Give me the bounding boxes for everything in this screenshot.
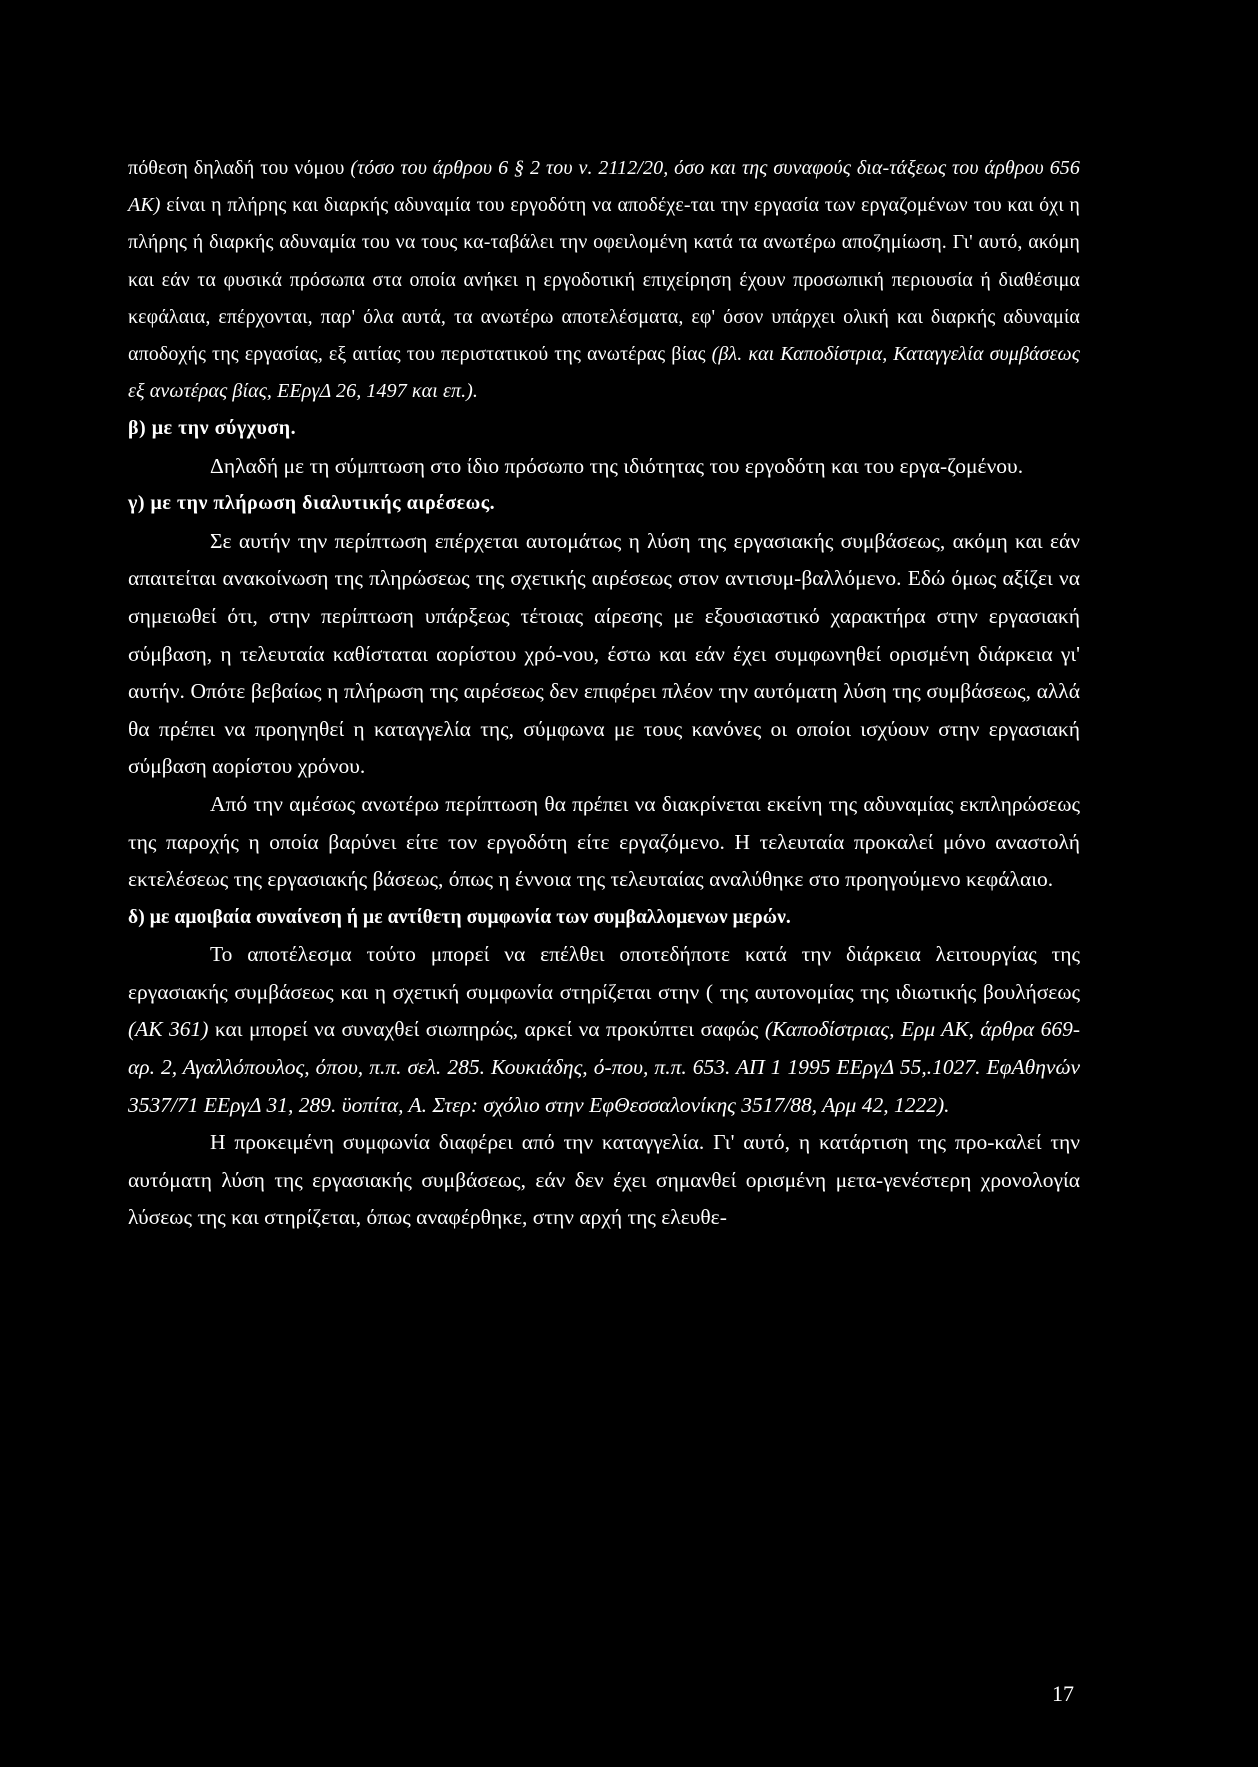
paragraph-impossibility: Από την αμέσως ανωτέρω περίπτωση θα πρέπει να διακρίνεται εκείνη της αδυναμίας εκπληρώσεως της παροχής η οποία βαρύνει είτε τον εργοδότη είτε εργαζόμενο. Η τελευταία προκαλεί μόνο αναστολή εκτελέσεως της εργασιακής βάσεως, όπως η έννοια της τελευταίας αναλύθηκε στο προηγούμενο κεφάλαιο. (128, 791, 1080, 892)
citation-italic: (βλ. και Καποδίστρια, Καταγγελία συμβάσεως εξ ανωτέρας βίας, ΕΕργΔ 26, 1497 και επ.). (128, 343, 1080, 403)
paragraph-mutual-consent (128, 936, 1080, 1124)
citation-italic: (τόσο του άρθρου 6 § 2 του ν. 2112/20, όσο και της συναφούς δια-τάξεως του άρθρου 656 ΑΚ) (128, 157, 1081, 217)
paragraph-text: Το αποτέλεσμα τούτο μπορεί να επέλθει οποτεδήποτε κατά την διάρκεια λειτουργίας της εργασιακής συμβάσεως και η σχετική συμφωνία στηρίζεται στην ( της αυτονομίας της ιδιωτικής βουλήσεως (128, 942, 1080, 1004)
heading-mutual-consent: δ) με αμοιβαία συναίνεση ή με αντίθετη συμφωνία των συμβαλλομενων μερών. (128, 906, 791, 928)
paragraph-force-majeure (128, 150, 1080, 410)
paragraph-agreement-vs-termination: Η προκειμένη συμφωνία διαφέρει από την καταγγελία. Γι' αυτό, η κατάρτιση της προ-καλεί την αυτόματη λύση της εργασιακής συμβάσεως, εάν δεν έχει σημανθεί ορισμένη μετα-γενέστερη χρονολογία λύσεως της και στηρίζεται, όπως αναφέρθηκε, στην αρχή της ελευθε- (128, 1130, 1080, 1230)
heading-resolutory-condition: γ) με την πλήρωση διαλυτικής αιρέσεως. (128, 492, 496, 515)
paragraph-text: πόθεση δηλαδή του νόμου (128, 157, 351, 179)
page-number: 17 (1052, 1681, 1074, 1706)
heading-confusion: β) με την σύγχυση. (128, 417, 297, 440)
citation-italic: (Καποδίστριας, Ερμ ΑΚ, άρθρα 669-αρ. 2, Αγαλλόπουλος, όπου, π.π. σελ. 285. Κουκιάδης, ό-που, π.π. 653. ΑΠ 1 1995 ΕΕργΔ 55,.1027. ΕφΑθηνών 3537/71 ΕΕργΔ 31, 289. ϋοπίτα, Α. Στερ: σχόλιο στην ΕφΘεσσαλονίκης 3517/88, Αρμ 42, 1222). (128, 1017, 1080, 1117)
paragraph-resolutory-condition: Σε αυτήν την περίπτωση επέρχεται αυτομάτως η λύση της εργασιακής συμβάσεως, ακόμη και εάν απαιτείται ανακοίνωση της πληρώσεως της σχετικής αιρέσεως στον αντισυμ-βαλλόμενο. Εδώ όμως αξίζει να σημειωθεί ότι, στην περίπτωση υπάρξεως τέτοιας αίρεσης με εξουσιαστικό χαρακτήρα στην εργασιακή σύμβαση, η τελευταία καθίσταται αορίστου χρό-νου, έστω και εάν έχει συμφωνηθεί ορισμένη διάρκεια γι' αυτήν. Οπότε βεβαίως η πλήρωση της αιρέσεως δεν επιφέρει πλέον την αυτόματη λύση της συμβάσεως, αλλά θα πρέπει να προηγηθεί η καταγγελία της, σύμφωνα με τους κανόνες οι οποίοι ισχύουν στην εργασιακή σύμβαση αορίστου χρόνου. (128, 528, 1080, 779)
document-page (128, 150, 1080, 1237)
paragraph-text: είναι η πλήρης και διαρκής αδυναμία του εργοδότη να αποδέχε-ται την εργασία των εργαζομένων του και όχι η πλήρης ή διαρκής αδυναμία του να τους κα-ταβάλει την οφειλομένη κατά τα ανωτέρω αποζημίωση. Γι' αυτό, ακόμη και εάν τα φυσικά πρόσωπα στα οποία ανήκει η εργοδοτική επιχείρηση έχουν προσωπική περιουσία ή διαθέσιμα κεφάλαια, επέρχονται, παρ' όλα αυτά, τα ανωτέρω αποτελέσματα, εφ' όσον υπάρχει ολική και διαρκής αδυναμία αποδοχής της εργασίας, εξ αιτίας του περιστατικού της ανωτέρας βίας (128, 194, 1080, 366)
citation-italic: (ΑΚ 361) (128, 1017, 209, 1042)
paragraph-text: και μπορεί να συναχθεί σιωπηρώς, αρκεί να προκύπτει σαφώς (208, 1017, 765, 1042)
paragraph-confusion: Δηλαδή με τη σύμπτωση στο ίδιο πρόσωπο της ιδιότητας του εργοδότη και του εργα-ζομένου. (210, 453, 1024, 478)
